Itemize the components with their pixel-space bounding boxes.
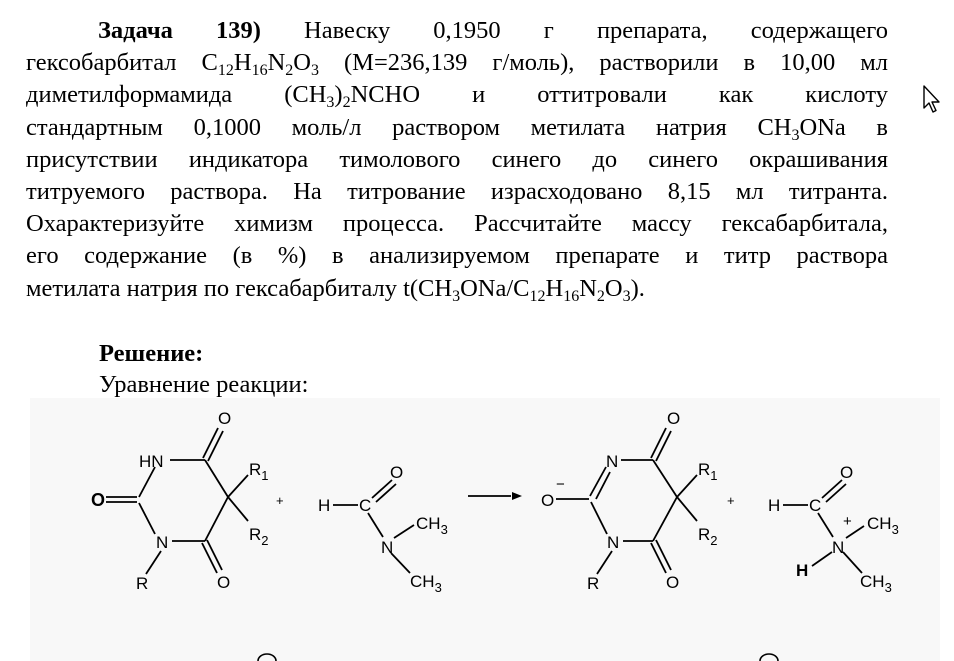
atom-label: $CH_3$ xyxy=(410,572,442,595)
atom-label: O xyxy=(666,573,680,592)
atom-label: H xyxy=(796,561,809,580)
atom-label: R xyxy=(136,574,149,593)
atom-label: N xyxy=(156,533,169,552)
atom-label: N xyxy=(381,538,394,557)
problem-line-6: титруемого раствора. На титрование израсходовано 8,15 мл титранта. xyxy=(26,178,888,206)
atom-label: N xyxy=(832,538,845,557)
atom-label: O xyxy=(541,491,555,510)
negative-charge: − xyxy=(556,476,565,493)
atom-label: O xyxy=(667,409,681,428)
atom-label: $R_1$ xyxy=(249,460,269,483)
atom-label: $R_1$ xyxy=(698,460,718,483)
atom-label: O xyxy=(840,463,854,482)
problem-line-5: присутствии индикатора тимолового синего до синего окрашивания xyxy=(26,145,888,173)
atom-label: O xyxy=(217,573,231,592)
atom-label: $CH_3$ xyxy=(860,572,892,595)
plus-sign: + xyxy=(276,493,284,508)
atom-label: H xyxy=(768,496,781,515)
scheme-bonds xyxy=(106,428,864,574)
atom-label: $R_2$ xyxy=(249,525,269,548)
problem-line-4: стандартным 0,1000 моль/л раствором метилата натрия $CH_3ONa$ в xyxy=(26,113,888,144)
problem-line-7: Охарактеризуйте химизм процесса. Рассчитайте массу гексабарбитала, xyxy=(26,210,888,238)
equation-label: Уравнение реакции: xyxy=(99,371,309,398)
atom-label: O xyxy=(218,409,232,428)
atom-label: $R_2$ xyxy=(698,525,718,548)
atom-label: O xyxy=(91,490,106,510)
atom-label: R xyxy=(587,574,600,593)
reaction-arrow-head xyxy=(512,492,522,500)
solution-title: Решение: xyxy=(99,340,204,367)
atom-label: N xyxy=(606,452,619,471)
atom-label: C xyxy=(809,496,822,515)
problem-line-8: его содержание (в %) в анализируемом препарате и титр раствора xyxy=(26,242,888,270)
plus-sign: + xyxy=(727,493,735,508)
atom-label: O xyxy=(390,463,404,482)
problem-line-2: гексобарбитал $C_{12}H_{16}N_2O_3$ (M=236,139 г/моль), растворили в 10,00 мл xyxy=(26,49,888,80)
atom-label: HN xyxy=(139,452,164,471)
problem-line-3: диметилформамида $(CH_3)_2NCHO$ и оттитровали как кислоту xyxy=(26,81,888,112)
problem-title: Задача 139) xyxy=(98,17,261,44)
problem-line-1: Задача 139) Навеску 0,1950 г препарата, содержащего xyxy=(98,17,888,44)
atom-label: $CH_3$ xyxy=(867,514,899,537)
atom-label: C xyxy=(359,496,372,515)
atom-label: N xyxy=(607,533,620,552)
mouse-cursor-icon xyxy=(922,84,944,114)
problem-line-9: метилата натрия по гексабарбиталу $t(CH_3ONa/C_{12}H_{16}N_2O_3)$. xyxy=(26,274,645,305)
atom-label: $CH_3$ xyxy=(416,514,448,537)
scheme-labels xyxy=(91,409,899,595)
next-scheme-partial xyxy=(258,654,778,661)
atom-label: H xyxy=(318,496,331,515)
positive-charge: + xyxy=(843,513,852,530)
